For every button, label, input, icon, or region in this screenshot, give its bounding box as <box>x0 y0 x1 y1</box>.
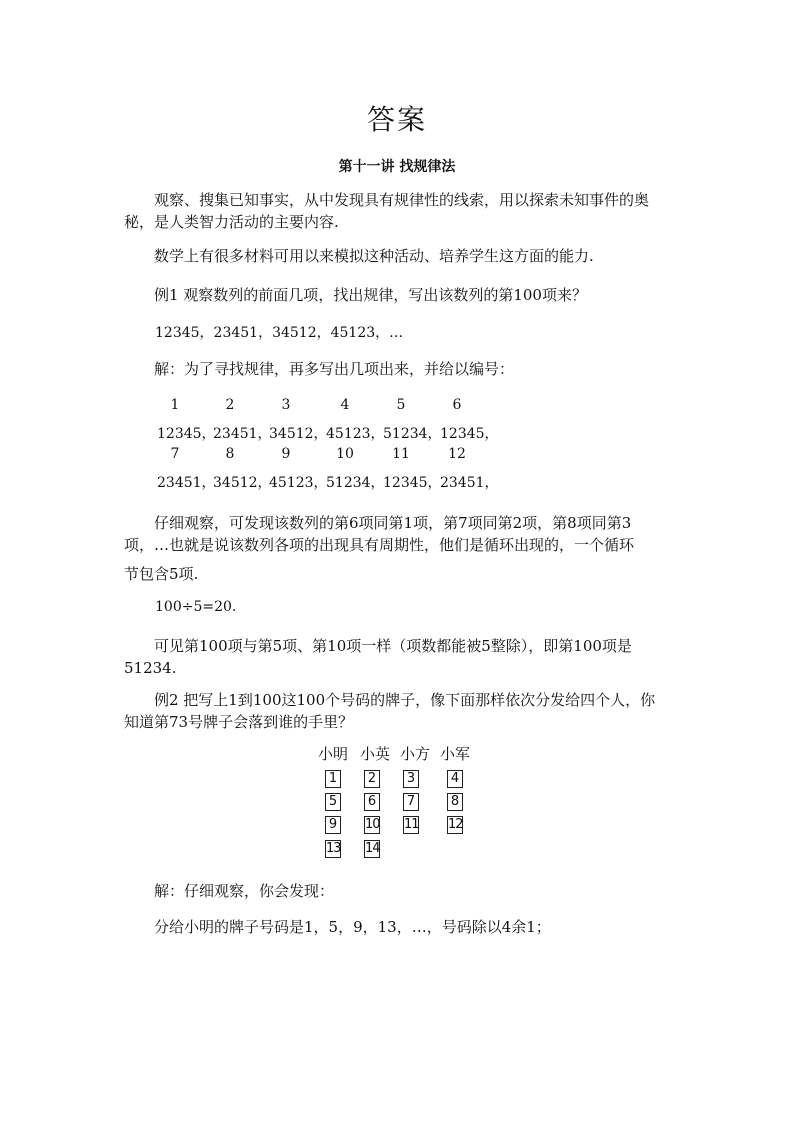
given-sequence: 12345，23451，34512，45123，… <box>155 325 404 341</box>
index-cell: 4 <box>340 397 350 413</box>
value-cell: 51234， <box>383 426 442 442</box>
solution-2-text: 解：仔细观察，你会发现： <box>154 882 335 900</box>
value-cell: 23451， <box>440 475 499 491</box>
value-cell: 12345， <box>383 475 442 491</box>
index-cell: 8 <box>225 446 235 462</box>
number-card: 5 <box>325 793 341 811</box>
number-card: 4 <box>447 770 463 788</box>
value-cell: 51234， <box>326 475 385 491</box>
value-cell: 45123， <box>269 475 328 491</box>
index-cell: 1 <box>170 397 180 413</box>
number-card: 6 <box>364 793 380 811</box>
number-card: 12 <box>448 817 463 832</box>
value-cell: 12345， <box>440 426 499 442</box>
number-card: 8 <box>447 793 463 811</box>
observation-paragraph <box>124 512 670 556</box>
index-cell: 11 <box>392 446 410 462</box>
number-card: 11 <box>404 817 419 832</box>
value-cell: 45123， <box>326 426 385 442</box>
value-cell: 34512， <box>213 475 272 491</box>
example-1-text: 例1 观察数列的前面几项，找出规律，写出该数列的第100项来？ <box>154 286 587 304</box>
example-2-text: 例2 把写上1到100这100个号码的牌子，像下面那样依次分发给四个人，你知道第73号牌子会落到谁的手里？ <box>124 691 656 731</box>
value-cell: 23451， <box>157 475 216 491</box>
number-card: 10 <box>365 817 380 832</box>
intro-text: 观察、搜集已知事实，从中发现具有规律性的线索，用以探索未知事件的奥秘，是人类智力活动的主要内容. <box>124 191 650 231</box>
value-cell: 12345， <box>157 426 216 442</box>
conclusion-text: 可见第100项与第5项、第10项一样（项数都能被5整除），即第100项是51234. <box>124 637 632 677</box>
number-card: 1 <box>325 770 341 788</box>
xiaoming-cards-text: 分给小明的牌子号码是1，5，9，13，…，号码除以4余1； <box>154 918 551 936</box>
number-card: 7 <box>403 793 419 811</box>
page-title: 答案 <box>366 103 427 136</box>
person-name: 小明 <box>317 745 348 763</box>
number-card: 3 <box>403 770 419 788</box>
paragraph-materials <box>124 245 670 267</box>
person-name: 小英 <box>359 745 390 763</box>
solution-1-text: 解：为了寻找规律，再多写出几项出来，并给以编号： <box>154 360 515 378</box>
index-cell: 5 <box>396 397 406 413</box>
index-cell: 6 <box>452 397 462 413</box>
index-cell: 3 <box>281 397 291 413</box>
observation-text: 仔细观察，可发现该数列的第6项同第1项，第7项同第2项，第8项同第3项，…也就是说该数列各项的出现具有周期性，他们是循环出现的，一个循环 <box>124 514 635 554</box>
index-cell: 10 <box>336 446 354 462</box>
solution-2-intro <box>124 880 670 902</box>
number-card: 14 <box>365 841 380 856</box>
lecture-subtitle: 第十一讲 找规律法 <box>338 159 456 175</box>
number-card: 13 <box>326 841 341 856</box>
division-calculation: 100÷5=20. <box>155 599 237 615</box>
value-cell: 34512， <box>269 426 328 442</box>
intro-paragraph <box>124 189 670 233</box>
paragraph-xiaoming-cards <box>124 916 670 938</box>
number-card: 2 <box>364 770 380 788</box>
example-2-question <box>124 689 670 733</box>
number-card: 9 <box>325 816 341 834</box>
materials-text: 数学上有很多材料可用以来模拟这种活动、培养学生这方面的能力. <box>154 247 594 265</box>
value-cell: 23451， <box>213 426 272 442</box>
index-cell: 9 <box>281 446 291 462</box>
person-name: 小军 <box>439 745 470 763</box>
conclusion-paragraph <box>124 635 670 679</box>
index-cell: 7 <box>170 446 180 462</box>
index-cell: 12 <box>448 446 466 462</box>
person-name: 小方 <box>399 745 430 763</box>
observation-continuation: 节包含5项. <box>124 565 199 583</box>
index-cell: 2 <box>225 397 235 413</box>
solution-1-intro <box>124 358 670 380</box>
example-1-question <box>124 284 670 306</box>
